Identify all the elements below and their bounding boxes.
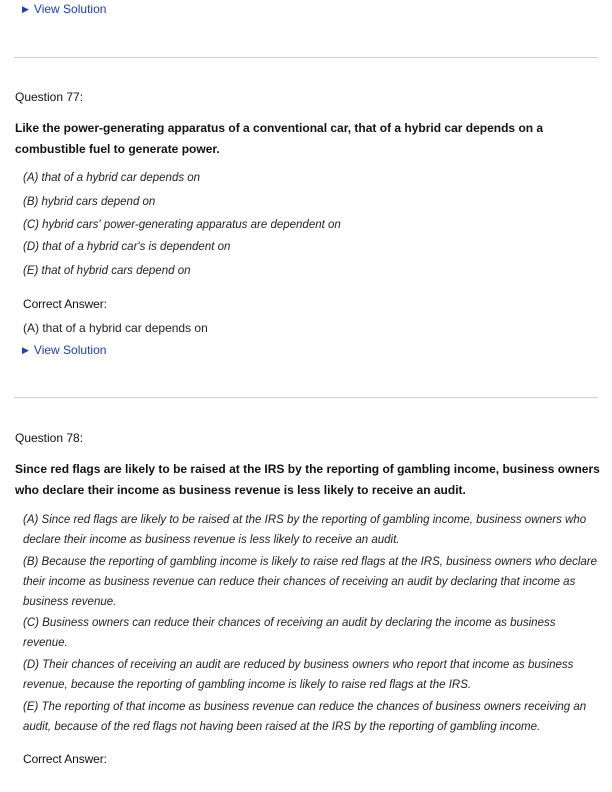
view-solution-toggle-prev[interactable]: [22, 2, 106, 16]
question-77-option-d: (D) that of a hybrid car's is dependent on: [23, 241, 231, 253]
triangle-right-icon: ▶: [22, 345, 29, 355]
question-77-title: Question 77:: [15, 90, 84, 104]
question-77-correct-answer-label: Correct Answer:: [23, 297, 107, 311]
question-78-option-d: (D) Their chances of receiving an audit are reduced by business owners who report that income as business revenue, because the reporting of gambling income is likely to raise red flags at the IRS.: [23, 659, 574, 691]
question-77-correct-answer-value: (A) that of a hybrid car depends on: [23, 321, 208, 335]
question-78-stem: Since red flags are likely to be raised at the IRS by the reporting of gambling income, business owners who declare their income as business revenue is less likely to receive an audit.: [15, 462, 600, 497]
question-78-title: Question 78:: [15, 431, 84, 445]
question-78-option-c: (C) Business owners can reduce their chances of receiving an audit by declaring the income as business revenue.: [23, 617, 556, 649]
question-77-option-e: (E) that of hybrid cars depend on: [23, 265, 191, 277]
question-78-option-a: (A) Since red flags are likely to be raised at the IRS by the reporting of gambling income, business owners who declare their income as business revenue is less likely to receive an audit.: [23, 514, 587, 546]
divider: [14, 57, 598, 58]
divider: [14, 397, 598, 398]
triangle-right-icon: ▶: [22, 4, 29, 14]
view-solution-label: View Solution: [33, 343, 107, 357]
view-solution-label: View Solution: [33, 2, 107, 16]
question-77-option-a: (A) that of a hybrid car depends on: [23, 172, 201, 184]
question-77-option-c: (C) hybrid cars' power-generating apparatus are dependent on: [23, 219, 341, 231]
question-78-option-e: (E) The reporting of that income as business revenue can reduce the chances of business owners receiving an audit, because of the red flags not having been raised at the IRS by the reporting of gambling income.: [23, 701, 587, 733]
question-77-stem: Like the power-generating apparatus of a conventional car, that of a hybrid car depends on a combustible fuel to generate power.: [15, 121, 544, 156]
view-solution-toggle-q77[interactable]: [22, 343, 106, 357]
question-78-option-b: (B) Because the reporting of gambling income is likely to raise red flags at the IRS, business owners who declare their income as business revenue can reduce their chances of receiving an audit by declaring that income as business revenue.: [23, 556, 598, 608]
question-77-option-b: (B) hybrid cars depend on: [23, 196, 156, 208]
question-78-correct-answer-label: Correct Answer:: [23, 752, 107, 766]
